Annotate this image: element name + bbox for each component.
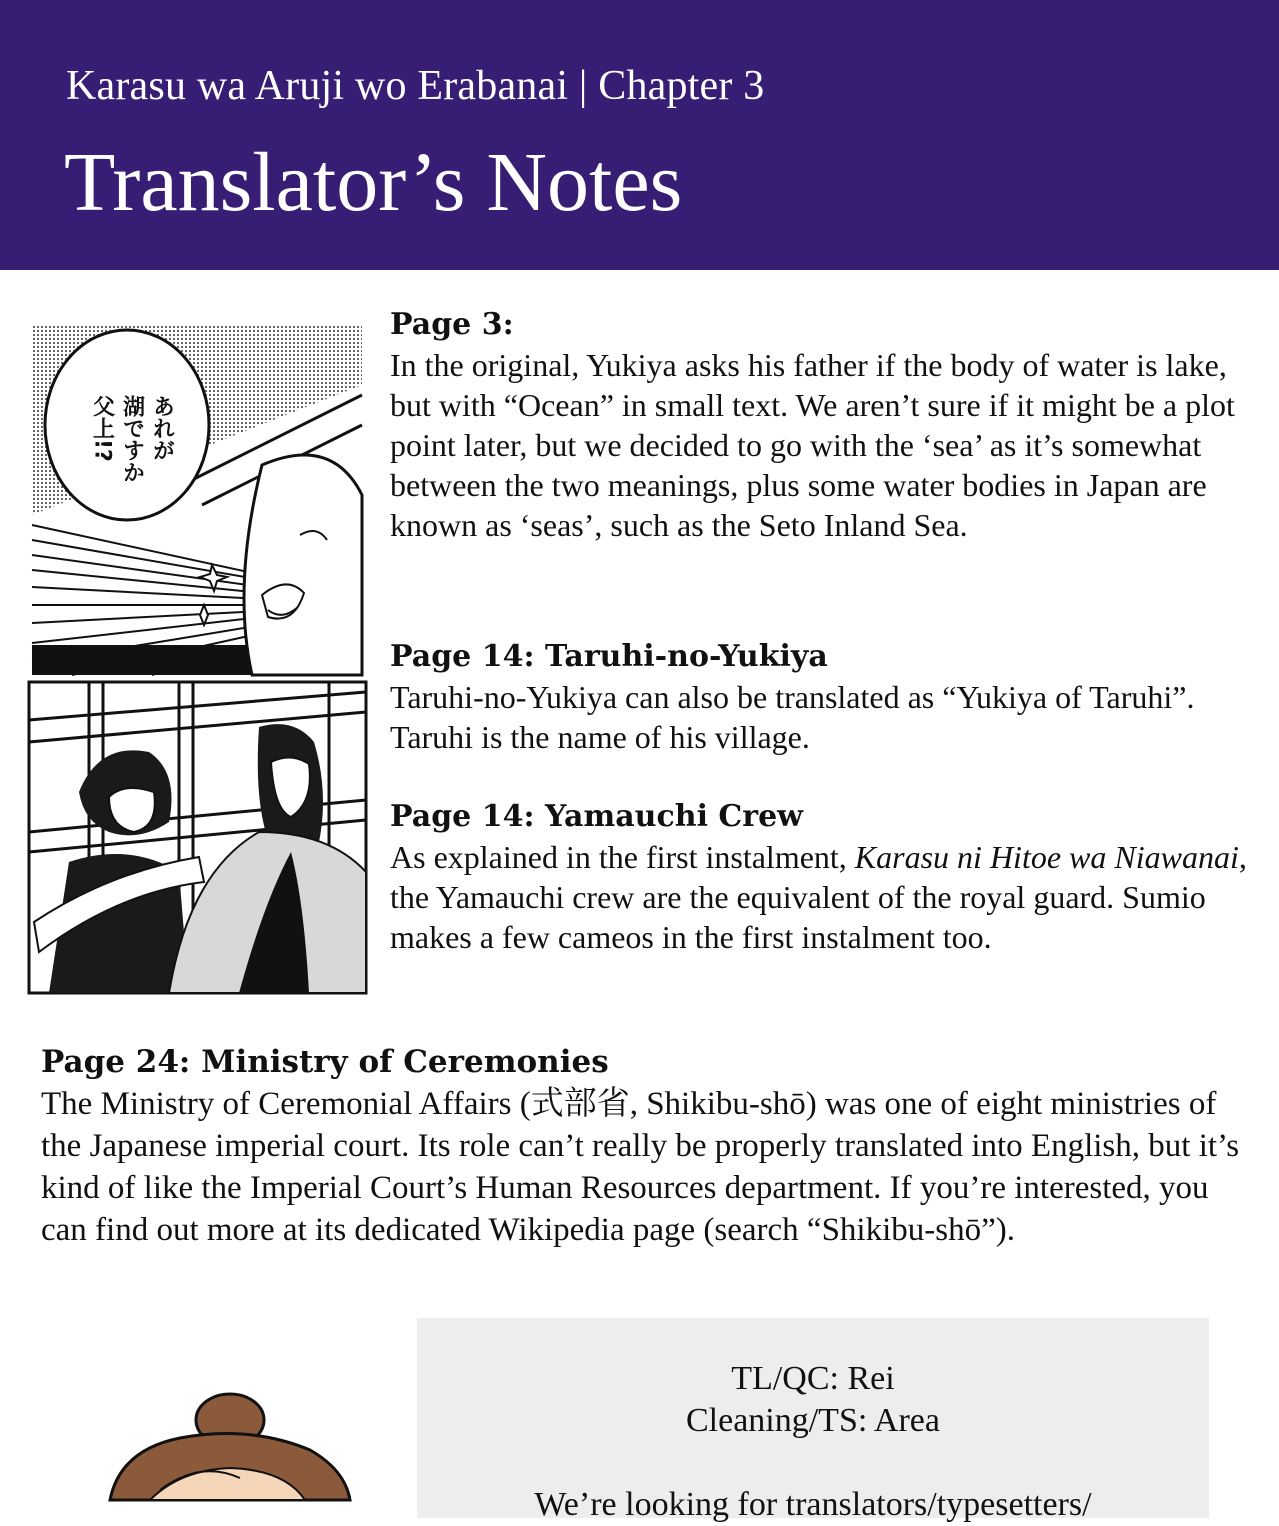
note-heading: Page 14: Yamauchi Crew — [390, 799, 803, 834]
credit-tl-qc: TL/QC: Rei — [731, 1360, 895, 1397]
mascot-illustration — [90, 1390, 370, 1500]
note-body: Taruhi-no-Yukiya can also be translated as “Yukiya of Taruhi”. Taruhi is the name of his village. — [390, 679, 1195, 755]
page-title: Translator’s Notes — [64, 136, 683, 229]
note-body: The Ministry of Ceremonial Affairs (式部省, Shikibu-shō) was one of eight ministries of the Japanese imperial court. Its role can’t really be properly translated into English, but it’s kind of like the Imperial Court’s Human Resources department. If you’re interested, you can find out more at its dedicated Wikipedia page (search “Shikibu-shō”). — [41, 1086, 1240, 1248]
note-body — [390, 837, 1250, 957]
svg-text:父上!?: 父上!? — [89, 395, 115, 462]
svg-text:湖ですか: 湖ですか — [119, 395, 145, 483]
note-body-text: As explained in the first instalment, — [390, 839, 855, 875]
svg-text:あれが: あれが — [149, 395, 175, 461]
note-heading: Page 24: Ministry of Ceremonies — [41, 1044, 609, 1080]
header-banner — [0, 0, 1279, 270]
note-body: In the original, Yukiya asks his father if the body of water is lake, but with “Ocean” in small text. We aren’t sure if it might be a plot point later, but we decided to go with the ‘sea’ as it’s somewhat between the two meanings, plus some water bodies in Japan are known as ‘seas’, such as the Seto Inland Sea. — [390, 347, 1235, 543]
note-heading: Page 3: — [390, 307, 514, 342]
note-heading: Page 14: Taruhi-no-Yukiya — [390, 639, 828, 674]
note-page-14-yamauchi — [390, 797, 1250, 957]
note-body-text: , the Yamauchi crew are the equivalent of the royal guard. Sumio makes a few cameos in the first instalment too. — [390, 839, 1247, 955]
note-body-title-italic: Karasu ni Hitoe wa Niawanai — [854, 839, 1239, 875]
recruitment-notice: We’re looking for translators/typesetters/ — [534, 1486, 1092, 1523]
note-page-3 — [390, 305, 1250, 545]
manga-panel-lake-question — [32, 325, 362, 675]
note-page-24-ministry — [41, 1041, 1241, 1251]
note-page-14-taruhi — [390, 637, 1250, 757]
credits-box — [417, 1318, 1209, 1523]
credit-cleaning-ts: Cleaning/TS: Area — [685, 1402, 940, 1439]
series-chapter-subtitle: Karasu wa Aruji wo Erabanai | Chapter 3 — [66, 63, 765, 109]
manga-panel-two-characters — [29, 682, 366, 993]
